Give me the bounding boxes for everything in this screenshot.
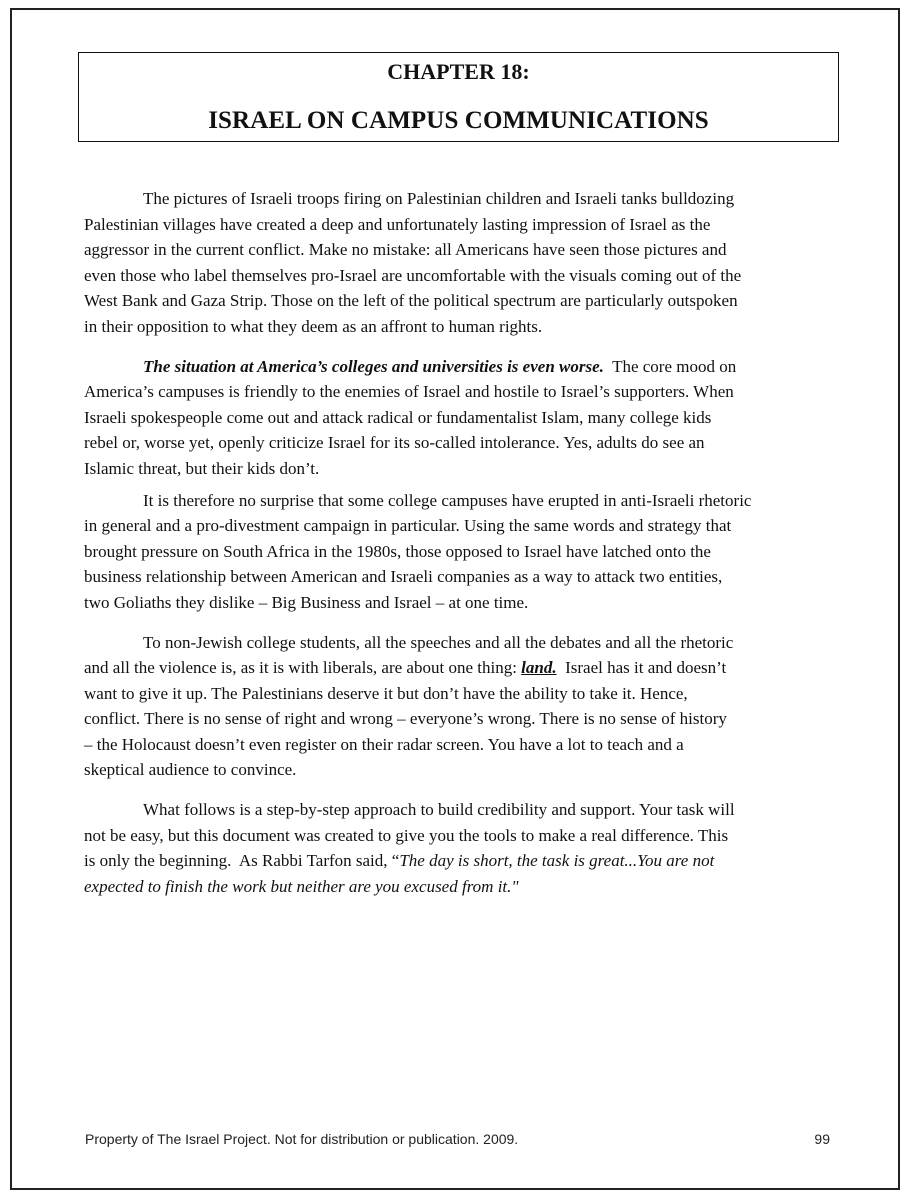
text-line: want to give it up. The Palestinians deserve it but don’t have the ability to take it. Hence, — [84, 683, 688, 703]
lead-continuation: The core mood on — [603, 356, 737, 376]
quote-text: The day is short, the task is great...You are not — [399, 851, 715, 871]
line-start: and all the violence is, as it is with liberals, are about one thing: — [84, 658, 522, 678]
text-line: The pictures of Israeli troops firing on Palestinian children and Israeli tanks bulldozing — [143, 189, 735, 208]
chapter-title: ISRAEL ON CAMPUS COMMUNICATIONS — [208, 107, 709, 134]
paragraph-2 — [84, 354, 829, 482]
text-line — [84, 655, 829, 681]
page-number: 99 — [814, 1131, 830, 1147]
line-end: Israel has it and doesn’t — [556, 658, 727, 678]
text-line: even those who label themselves pro-Israel are uncomfortable with the visuals coming out of the — [84, 265, 742, 285]
paragraph-5 — [84, 797, 829, 899]
text-line — [84, 848, 829, 874]
text-line: What follows is a step-by-step approach to build credibility and support. Your task will — [143, 800, 735, 820]
paragraph-4 — [84, 630, 829, 784]
text-line: Islamic threat, but their kids don’t. — [84, 458, 320, 478]
text-line: – the Holocaust doesn’t even register on their radar screen. You have a lot to teach and a — [84, 734, 684, 754]
text-line: brought pressure on South Africa in the 1980s, those opposed to Israel have latched onto the — [84, 541, 711, 561]
footer-notice: Property of The Israel Project. Not for distribution or publication. 2009. — [85, 1131, 519, 1147]
paragraph-3 — [84, 488, 829, 616]
text-line: conflict. There is no sense of right and wrong – everyone’s wrong. There is no sense of history — [84, 709, 727, 729]
emphasis-land: land. — [521, 658, 557, 678]
text-line: in general and a pro-divestment campaign in particular. Using the same words and strategy that — [84, 516, 732, 536]
text-line: two Goliaths they dislike – Big Business and Israel – at one time. — [84, 592, 529, 612]
text-line: skeptical audience to convince. — [84, 760, 297, 780]
emphasis-lead: The situation at America’s colleges and universities is even worse. — [143, 356, 604, 376]
text-line: Israeli spokespeople come out and attack radical or fundamentalist Islam, many college kids — [84, 407, 712, 427]
text-line: aggressor in the current conflict. Make no mistake: all Americans have seen those pictures and — [84, 240, 727, 260]
text-line: Palestinian villages have created a deep and unfortunately lasting impression of Israel as the — [84, 214, 711, 234]
text-line: It is therefore no surprise that some college campuses have erupted in anti-Israeli rhetoric — [143, 490, 752, 510]
text-line: business relationship between American and Israeli companies as a way to attack two entities, — [84, 567, 723, 587]
text-line: America’s campuses is friendly to the enemies of Israel and hostile to Israel’s supporters. When — [84, 382, 734, 402]
text-line: in their opposition to what they deem as an affront to human rights. — [84, 316, 543, 336]
chapter-title-box — [78, 52, 839, 142]
chapter-number: CHAPTER 18: — [387, 59, 530, 84]
body-text — [84, 186, 829, 899]
text-line — [84, 354, 829, 380]
paragraph-1 — [84, 186, 829, 340]
line-start: is only the beginning. As Rabbi Tarfon said, “ — [84, 851, 400, 871]
text-line: West Bank and Gaza Strip. Those on the left of the political spectrum are particularly outspoken — [84, 291, 738, 311]
text-line: rebel or, worse yet, openly criticize Israel for its so-called intolerance. Yes, adults do see an — [84, 433, 705, 453]
text-line: To non-Jewish college students, all the speeches and all the debates and all the rhetoric — [143, 632, 734, 652]
quote-text: expected to finish the work but neither are you excused from it." — [84, 876, 519, 896]
text-line: not be easy, but this document was created to give you the tools to make a real difference. This — [84, 825, 729, 845]
